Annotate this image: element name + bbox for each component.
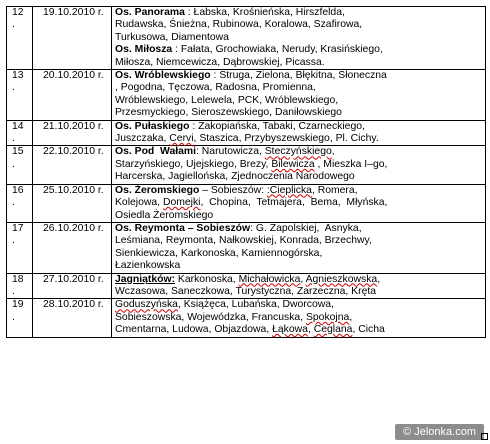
- street-text: Domejki: [162, 197, 201, 209]
- street-text: Starzyńskiego, Ujejskiego, Brezy,: [115, 158, 272, 170]
- district-name: Os. Pułaskiego: [115, 120, 190, 132]
- row-date: 21.10.2010 r.: [33, 120, 112, 146]
- street-text: : Łabska, Krośnieńska, Hirszfelda,: [184, 7, 345, 18]
- row-date: 22.10.2010 r.: [33, 146, 112, 184]
- street-text: ,: [349, 311, 353, 323]
- row-streets: [112, 70, 486, 121]
- street-line: [115, 70, 482, 82]
- street-text: ,: [307, 324, 314, 336]
- row-streets: [112, 222, 486, 273]
- street-text: ,: [300, 273, 306, 285]
- street-line: [115, 107, 482, 119]
- street-text: Leśmiana, Reymonta, Nałkowskiej, Konrada, Brzechwy,: [115, 235, 372, 247]
- table-row: [7, 120, 486, 146]
- street-text: ,: [377, 273, 381, 285]
- row-number: 18 .: [7, 273, 33, 299]
- table-row: [7, 146, 486, 184]
- district-name: Os. Miłosza: [115, 44, 173, 56]
- row-date: 19.10.2010 r.: [33, 7, 112, 70]
- street-text: Spokojna: [305, 311, 350, 323]
- street-line: [115, 159, 482, 171]
- schedule-table: [6, 6, 486, 338]
- street-text: , Chopina, Tetmajera, Bema, Młyńska,: [200, 197, 388, 209]
- row-streets: [112, 299, 486, 337]
- table-resize-handle[interactable]: [481, 433, 488, 440]
- street-line: [115, 171, 482, 183]
- street-line: [115, 95, 482, 107]
- street-text: Turkusowa, Diamentowa: [115, 31, 229, 43]
- street-text: : G. Zapolskiej, Asnyka,: [250, 222, 362, 234]
- street-text: Rudawska, Śnieżna, Rubinowa, Koralowa, Szafirowa,: [115, 19, 363, 31]
- row-number: 15 .: [7, 146, 33, 184]
- row-number: 19 .: [7, 299, 33, 337]
- street-line: [115, 133, 482, 145]
- street-text: Steczyńskiego: [264, 146, 332, 158]
- street-text: Sobieszowska, Wojewódzka, Francuska,: [115, 311, 306, 323]
- row-number: 14 .: [7, 120, 33, 146]
- street-line: [115, 223, 482, 235]
- street-line: [115, 248, 482, 260]
- street-line: [115, 185, 482, 197]
- row-streets: [112, 120, 486, 146]
- row-streets: [112, 146, 486, 184]
- table-row: [7, 7, 486, 70]
- street-text: Wróblewskiego, Lelewela, PCK, Wróblewskiego,: [115, 94, 339, 106]
- street-text: Ceglana: [313, 324, 353, 336]
- street-text: Kolejowa,: [115, 197, 163, 209]
- street-line: [115, 32, 482, 44]
- street-text: Cmentarna, Ludowa, Objazdowa,: [115, 324, 273, 336]
- street-text: , Romera,: [311, 184, 358, 196]
- street-text: Cervi: [169, 133, 194, 145]
- street-text: , Cicha: [352, 324, 385, 336]
- row-date: 20.10.2010 r.: [33, 70, 112, 121]
- street-text: Osiedla Żeromskiego: [115, 209, 214, 221]
- street-line: [115, 260, 482, 272]
- street-line: [115, 312, 482, 324]
- street-text: , Książęca, Lubańska, Dworcowa,: [177, 299, 334, 311]
- street-line: [115, 19, 482, 31]
- table-row: [7, 70, 486, 121]
- street-text: Miłosza, Niemcewicza, Dąbrowskiej, Picassa.: [115, 56, 325, 68]
- row-streets: [112, 273, 486, 299]
- street-line: [115, 146, 482, 158]
- district-name: Os. Wróblewskiego: [115, 70, 211, 82]
- district-name: Os. Reymonta – Sobieszów: [115, 222, 251, 234]
- table-row: [7, 299, 486, 337]
- street-text: Juszczaka,: [115, 133, 170, 145]
- row-date: 28.10.2010 r.: [33, 299, 112, 337]
- row-date: 26.10.2010 r.: [33, 222, 112, 273]
- row-number: 12 .: [7, 7, 33, 70]
- street-line: [115, 324, 482, 336]
- row-number: 13 .: [7, 70, 33, 121]
- street-text: Harcerska, Jagiellońska, Zjednoczenia Narodowego: [115, 171, 355, 183]
- district-name: Os. Panorama: [115, 7, 185, 18]
- district-name: Jagniątków:: [115, 273, 176, 285]
- street-text: Wczasowa, Saneczkowa, Turystyczna, Zarzeczna, Kręta: [115, 285, 377, 297]
- street-line: [115, 210, 482, 222]
- district-name: Os. Żeromskiego: [115, 184, 200, 196]
- street-text: , Mieszka I–go,: [314, 158, 388, 170]
- street-line: [115, 7, 482, 19]
- row-date: 27.10.2010 r.: [33, 273, 112, 299]
- row-date: 25.10.2010 r.: [33, 184, 112, 222]
- street-text: : Zakopiańska, Tabaki, Czarneckiego,: [189, 120, 365, 132]
- street-text: :Cieplicka: [266, 184, 312, 196]
- row-number: 17 .: [7, 222, 33, 273]
- street-text: Goduszyńska: [115, 299, 178, 311]
- street-text: , Pogodna, Tęczowa, Radosna, Promienna,: [115, 82, 316, 94]
- street-text: Karkonoska,: [175, 273, 239, 285]
- street-line: [115, 286, 482, 298]
- row-streets: [112, 7, 486, 70]
- street-text: Łazienkowska: [115, 260, 181, 272]
- street-line: [115, 121, 482, 133]
- street-line: [115, 197, 482, 209]
- street-line: [115, 82, 482, 94]
- table-row: [7, 184, 486, 222]
- street-text: Bilewicza: [271, 158, 315, 170]
- district-name: Os. Pod Wałami: [115, 146, 197, 158]
- street-text: – Sobieszów:: [199, 184, 267, 196]
- street-line: [115, 274, 482, 286]
- street-line: [115, 57, 482, 69]
- street-text: : Struga, Zielona, Błękitna, Słoneczna: [210, 70, 387, 82]
- row-number: 16 .: [7, 184, 33, 222]
- table-row: [7, 222, 486, 273]
- watermark: © Jelonka.com: [395, 424, 484, 440]
- row-streets: [112, 184, 486, 222]
- street-text: Sienkiewicza, Karkonoska, Kamiennogórska,: [115, 247, 323, 259]
- street-text: Łąkowa: [272, 324, 308, 336]
- street-text: Przesmyckiego, Sieroszewskiego, Daniłowskiego: [115, 107, 342, 119]
- street-text: , Staszica, Przybyszewskiego, Pl. Cichy.: [193, 133, 379, 145]
- street-line: [115, 299, 482, 311]
- street-text: Agnieszkowska: [305, 273, 378, 285]
- street-line: [115, 44, 482, 56]
- street-text: Michałowicka: [238, 273, 301, 285]
- schedule-table-body: [7, 7, 486, 338]
- street-line: [115, 235, 482, 247]
- street-text: : Fałata, Grochowiaka, Nerudy, Krasińskiego,: [172, 44, 383, 56]
- street-text: : Narutowicza,: [196, 146, 265, 158]
- street-text: ,: [331, 146, 335, 158]
- table-row: [7, 273, 486, 299]
